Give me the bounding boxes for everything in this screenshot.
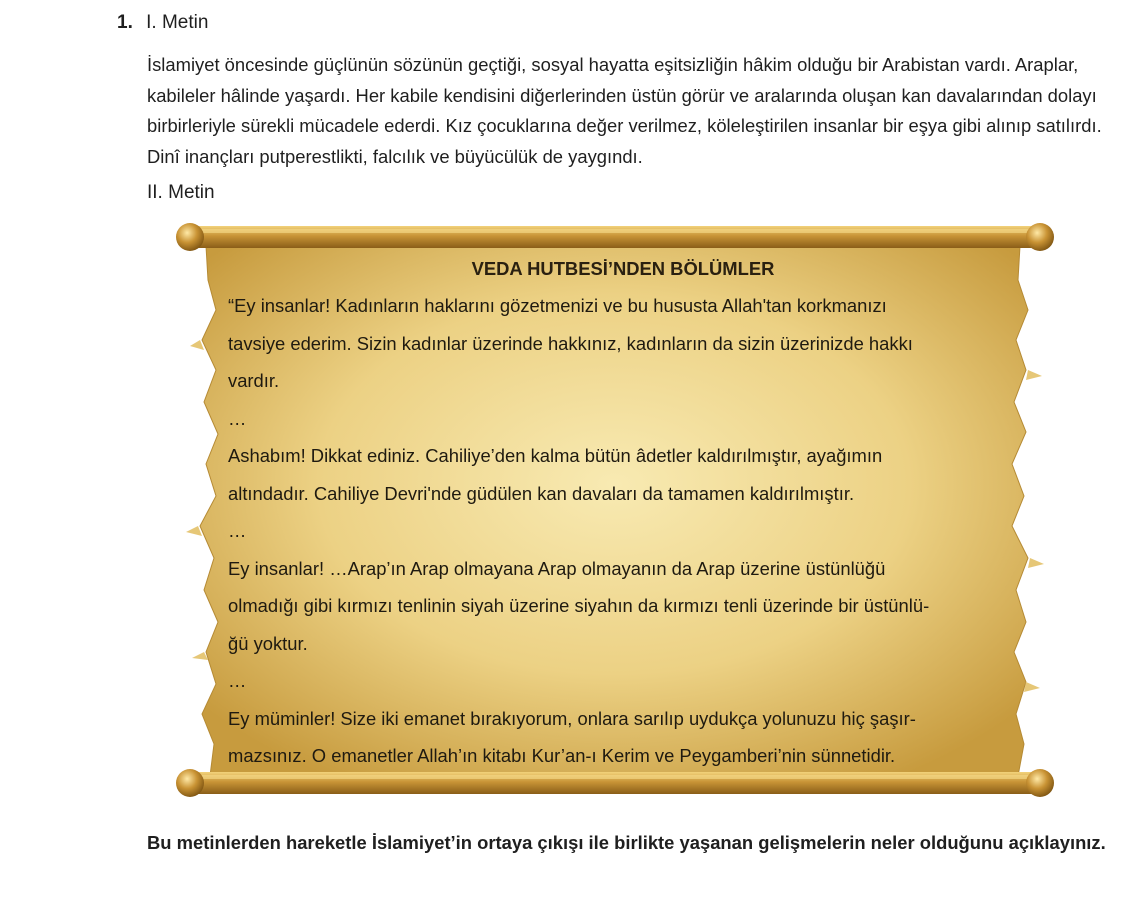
scroll-line: olmadığı gibi kırmızı tenlinin siyah üzerine siyahın da kırmızı tenli üzerinde bir üstünlü- [228, 595, 930, 616]
scroll-line: … [228, 670, 247, 691]
closing-question: Bu metinlerden hareketle İslamiyet’in ortaya çıkışı ile birlikte yaşanan gelişmelerin neler olduğunu açıklayınız. [147, 832, 1106, 853]
scroll-line: Ashabım! Dikkat ediniz. Cahiliye’den kalma bütün âdetler kaldırılmıştır, ayağımın [228, 445, 883, 466]
scroll-content [228, 256, 1018, 775]
scroll-line: Ey insanlar! …Arap’ın Arap olmayana Arap olmayanın da Arap üzerine üstünlüğü [228, 557, 886, 579]
scroll-line: tavsiye ederim. Sizin kadınlar üzerinde hakkınız, kadınların da sizin üzerinizde hakkı [228, 332, 913, 354]
scroll-line: altındadır. Cahiliye Devri'nde güdülen kan davaları da tamamen kaldırılmıştır. [228, 482, 855, 504]
scroll-title: VEDA HUTBESİ’NDEN BÖLÜMLER [471, 258, 775, 279]
scroll-line: ğü yoktur. [228, 632, 308, 654]
scroll-line: … [228, 520, 247, 541]
question-number: 1. [117, 12, 133, 33]
scroll-line: Ey müminler! Size iki emanet bırakıyorum, onlara sarılıp uydukça yolunuzu hiç şaşır- [228, 707, 916, 729]
text1-label: I. Metin [146, 12, 209, 33]
text2-label: II. Metin [147, 182, 215, 203]
scroll-line: … [228, 407, 247, 429]
scroll-line: vardır. [228, 370, 280, 391]
parchment-scroll [170, 220, 1060, 800]
text1-paragraph: İslamiyet öncesinde güçlünün sözünün geçtiği, sosyal hayatta eşitsizliğin hâkim olduğu bir Arabistan vardı. Araplar, kabileler hâlinde yaşardı. Her kabile kendisini diğerlerinden üstün görür ve aralarında oluşan kan davalarından dolayı birbirleriyle sürekli mücadele ederdi. Kız çocuklarına değer verilmez, köleleştirilen insanlar bir eşya gibi alınıp satılırdı. Dinî inançları putperestlikti, falcılık ve büyücülük de yaygındı. [147, 54, 1102, 167]
question-header [117, 11, 208, 35]
scroll-line: “Ey insanlar! Kadınların haklarını gözetmenizi ve bu hususta Allah'tan korkmanızı [228, 295, 887, 316]
scroll-line: mazsınız. O emanetler Allah’ın kitabı Kur’an-ı Kerim ve Peygamberi’nin sünnetidir. [228, 745, 896, 766]
